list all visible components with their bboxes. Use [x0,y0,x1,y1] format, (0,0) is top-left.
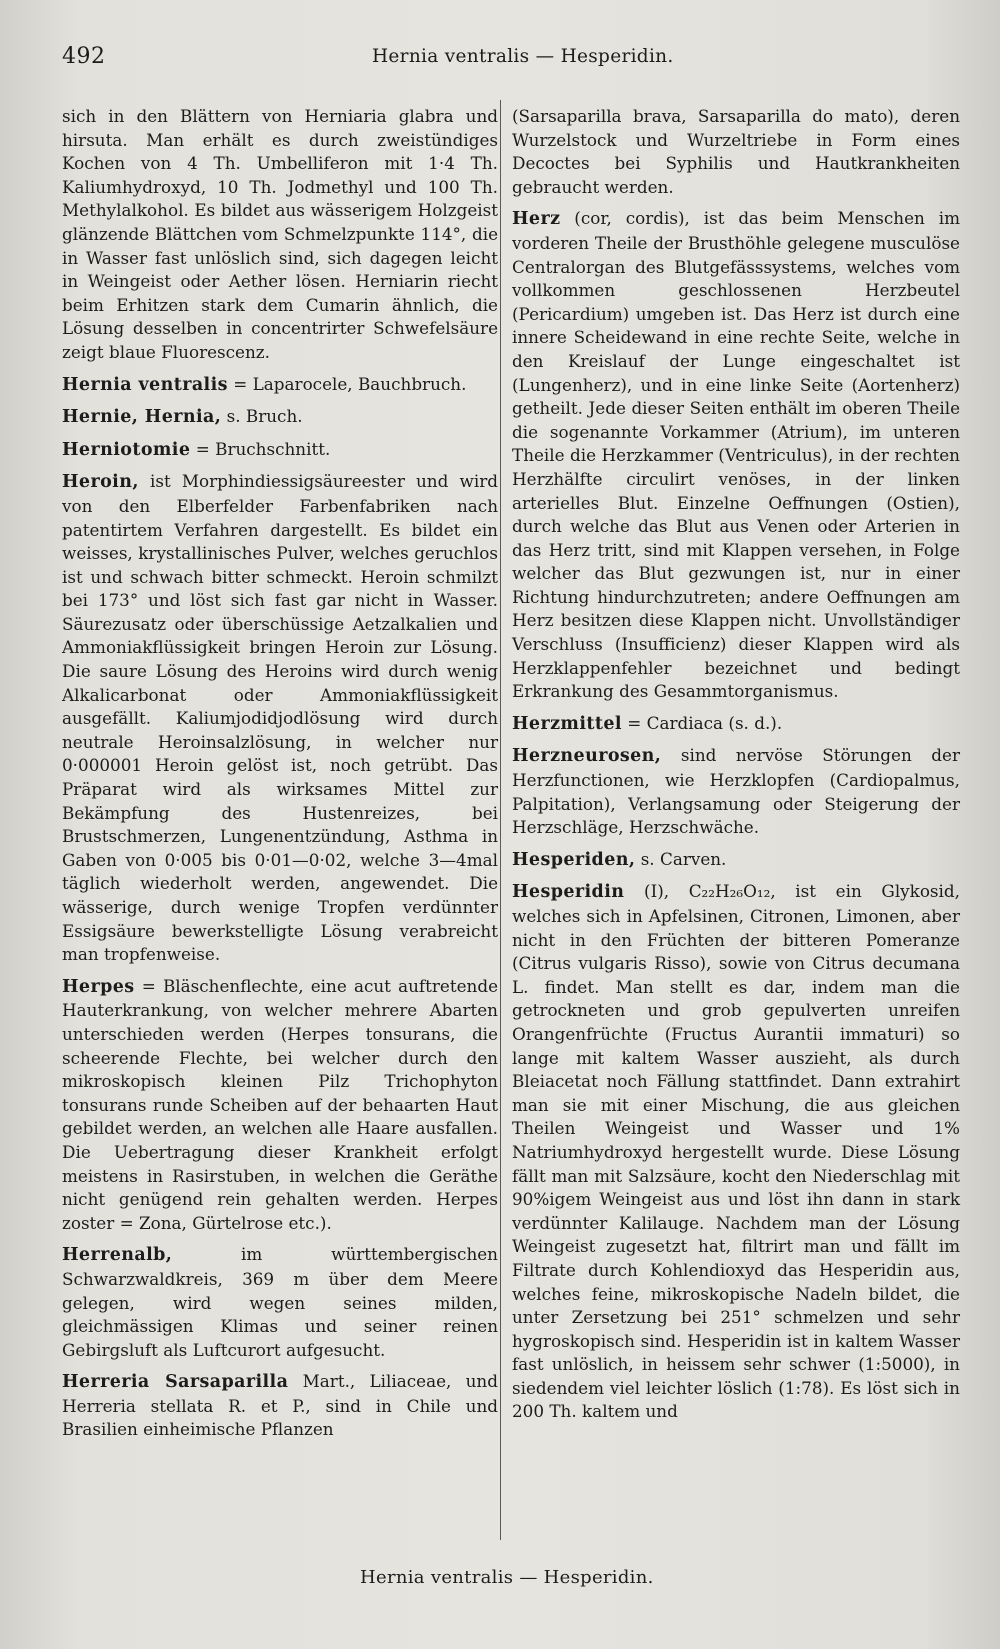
entry-text: = Bläschenflechte, eine acut auftretende Hauterkrankung, von welcher mehrere Abarten unterschieden werden (Herpes tonsurans, die scheerende Flechte, bei welcher durch den mikroskopisch kleinen Pilz Trichophyton tonsurans runde Scheiben auf der behaarten Haut gebildet werden, an welchen alle Haare ausfallen. Die Uebertragung dieser Krankheit erfolgt meistens in Rasirstuben, in welchen die Geräthe nicht genügend rein gehalten werden. Herpes zoster = Zona, Gürtelrose etc.). [62,975,498,1233]
entry-text: Mart., Liliaceae, und Herreria stellata R. et P., sind in Chile und Brasilien einheimische Pflanzen [62,1371,498,1440]
entry-lemma: Herpes [62,976,135,997]
entry-text: im württembergischen Schwarzwaldkreis, 369 m über dem Meere gelegen, wird wegen seines milden, gleichmässigen Klimas und seiner reinen Gebirgsluft als Luftcurort aufgesucht. [62,1244,498,1360]
dictionary-entry [512,848,960,873]
entry-lemma: Heroin, [62,472,139,493]
header-title: Hernia ventralis — Hesperidin. [372,46,674,67]
entry-lemma: Hesperiden, [512,849,636,870]
page-number: 492 [62,44,106,69]
dictionary-entry [62,975,498,1236]
entry-text: ist Morphindiessigsäureester und wird von den Elberfelder Farbenfabriken nach patentirtem Verfahren dargestellt. Es bildet ein weisses, krystallinisches Pulver, welches geruchlos ist und schwach bitter schmeckt. Heroin schmilzt bei 173° und löst sich fast gar nicht in Wasser. Säurezusatz oder überschüssige Aetzalkalien und Ammoniakflüssigkeit bringen Heroin zur Lösung. Die saure Lösung des Heroins wird durch wenig Alkalicarbonat oder Ammoniakflüssigkeit ausgefällt. Kaliumjodidjodlösung wird durch neutrale Heroinsalzlösung, in welcher nur 0·000001 Heroin gelöst ist, noch getrübt. Das Präparat wird als wirksames Mittel zur Bekämpfung des Hustenreizes, bei Brustschmerzen, Lungenentzündung, Asthma in Gaben von 0·005 bis 0·01—0·02, welche 3—4mal täglich wiederholt werden, angewendet. Die wässerige, durch wenige Tropfen verdünnter Essigsäure bewerkstelligte Lösung verabreicht man tropfenweise. [62,471,498,965]
continuation-text: (Sarsaparilla brava, Sarsaparilla do mato), deren Wurzelstock und Wurzeltriebe in Form eines Decoctes bei Syphilis und Hautkrankheiten gebraucht werden. [512,106,960,197]
running-head [62,44,952,74]
entry-lemma: Hernia ventralis [62,374,228,395]
left-column [62,105,498,1450]
entry-text: s. Bruch. [221,406,303,427]
page-footer: Hernia ventralis — Hesperidin. [360,1567,654,1588]
entry-text: = Laparocele, Bauchbruch. [227,373,467,394]
dictionary-entry [62,373,498,398]
dictionary-entry [62,1370,498,1442]
entry-lemma: Herniotomie [62,439,191,460]
entry-text: s. Carven. [635,848,727,869]
entry-lemma: Herreria Sarsaparilla [62,1372,289,1393]
entry-lemma: Herzneurosen, [512,746,662,767]
column-divider [500,100,501,1540]
continuation-text: sich in den Blättern von Herniaria glabra und hirsuta. Man erhält es durch zweistündiges Kochen von 4 Th. Umbelliferon mit 1·4 Th. Kaliumhydroxyd, 10 Th. Jodmethyl und 100 Th. Methylalkohol. Es bildet aus wässerigem Holzgeist glänzende Blättchen vom Schmelzpunkte 114°, die in Wasser fast unlöslich sind, sich dagegen leicht in Weingeist oder Aether lösen. Herniarin riecht beim Erhitzen stark dem Cumarin ähnlich, die Lösung desselben in concentrirter Schwefelsäure zeigt blaue Fluorescenz. [62,106,498,362]
dictionary-entry [512,207,960,703]
entry-text: = Bruchschnitt. [190,438,331,459]
entry-lemma: Hesperidin [512,882,625,903]
dictionary-entry [62,405,498,430]
entry-text: (cor, cordis), ist das beim Menschen im vorderen Theile der Brusthöhle gelegene musculöse Centralorgan des Blutgefässsystems, welches vom vollkommen geschlossenen Herzbeutel (Pericardium) umgeben ist. Das Herz ist durch eine innere Scheidewand in eine rechte Seite, welche in den Kreislauf der Lunge eingeschaltet ist (Lungenherz), und in eine linke Seite (Aortenherz) getheilt. Jede dieser Seiten enthält im oberen Theile die sogenannte Vorkammer (Atrium), im unteren Theile die Herzkammer (Ventriculus), in der rechten Herzhälfte circulirt venöses, in der linken arterielles Blut. Einzelne Oeffnungen (Ostien), durch welche das Blut aus Venen oder Arterien in das Herz tritt, sind mit Klappen versehen, in Folge welcher das Blut gezwungen ist, nur in einer Richtung hindurchzutreten; andere Oeffnungen am Herz besitzen diese Klappen nicht. Unvollständiger Verschluss (Insufficienz) dieser Klappen wird als Herzklappenfehler bezeichnet und bedingt Erkrankung des Gesammtorganismus. [512,208,960,702]
dictionary-entry [512,880,960,1424]
dictionary-entry [512,712,960,737]
dictionary-entry [62,438,498,463]
entry-lemma: Herzmittel [512,713,622,734]
entry-lemma: Herz [512,209,561,230]
entry-text: sind nervöse Störungen der Herzfunctionen, wie Herzklopfen (Cardiopalmus, Palpitation), Verlangsamung oder Steigerung der Herzschläge, Herzschwäche. [512,745,960,838]
entry-text: (I), C₂₂H₂₆O₁₂, ist ein Glykosid, welches sich in Apfelsinen, Citronen, Limonen, aber nicht in den Früchten der bitteren Pomeranze (Citrus vulgaris Risso), sowie von Citrus decumana L. findet. Man stellt es dar, indem man die getrockneten und grob gepulverten unreifen Orangenfrüchte (Fructus Aurantii immaturi) so lange mit kaltem Wasser auszieht, als durch Bleiacetat noch Fällung stattfindet. Dann extrahirt man sie mit einer Mischung, die aus gleichen Theilen Weingeist und Wasser und 1% Natriumhydroxyd hergestellt wurde. Diese Lösung fällt man mit Salzsäure, kocht den Niederschlag mit 90%igem Weingeist aus und löst ihn dann in stark verdünnter Kalilauge. Nachdem man der Lösung Weingeist zugesetzt hat, filtrirt man und fällt im Filtrate durch Kohlendioxyd das Hesperidin aus, welches feine, mikroskopische Nadeln bildet, die unter Zersetzung bei 251° schmelzen und sehr hygroskopisch sind. Hesperidin ist in kaltem Wasser fast unlöslich, in heissem sehr schwer (1:5000), in siedendem viel leichter löslich (1:78). Es löst sich in 200 Th. kaltem und [512,881,960,1422]
entry-lemma: Herrenalb, [62,1245,173,1266]
dictionary-entry [62,470,498,966]
dictionary-entry [512,744,960,839]
dictionary-entry [62,1243,498,1362]
entry-lemma: Hernie, Hernia, [62,407,222,428]
entry-text: = Cardiaca (s. d.). [621,712,783,733]
right-column [512,105,960,1432]
